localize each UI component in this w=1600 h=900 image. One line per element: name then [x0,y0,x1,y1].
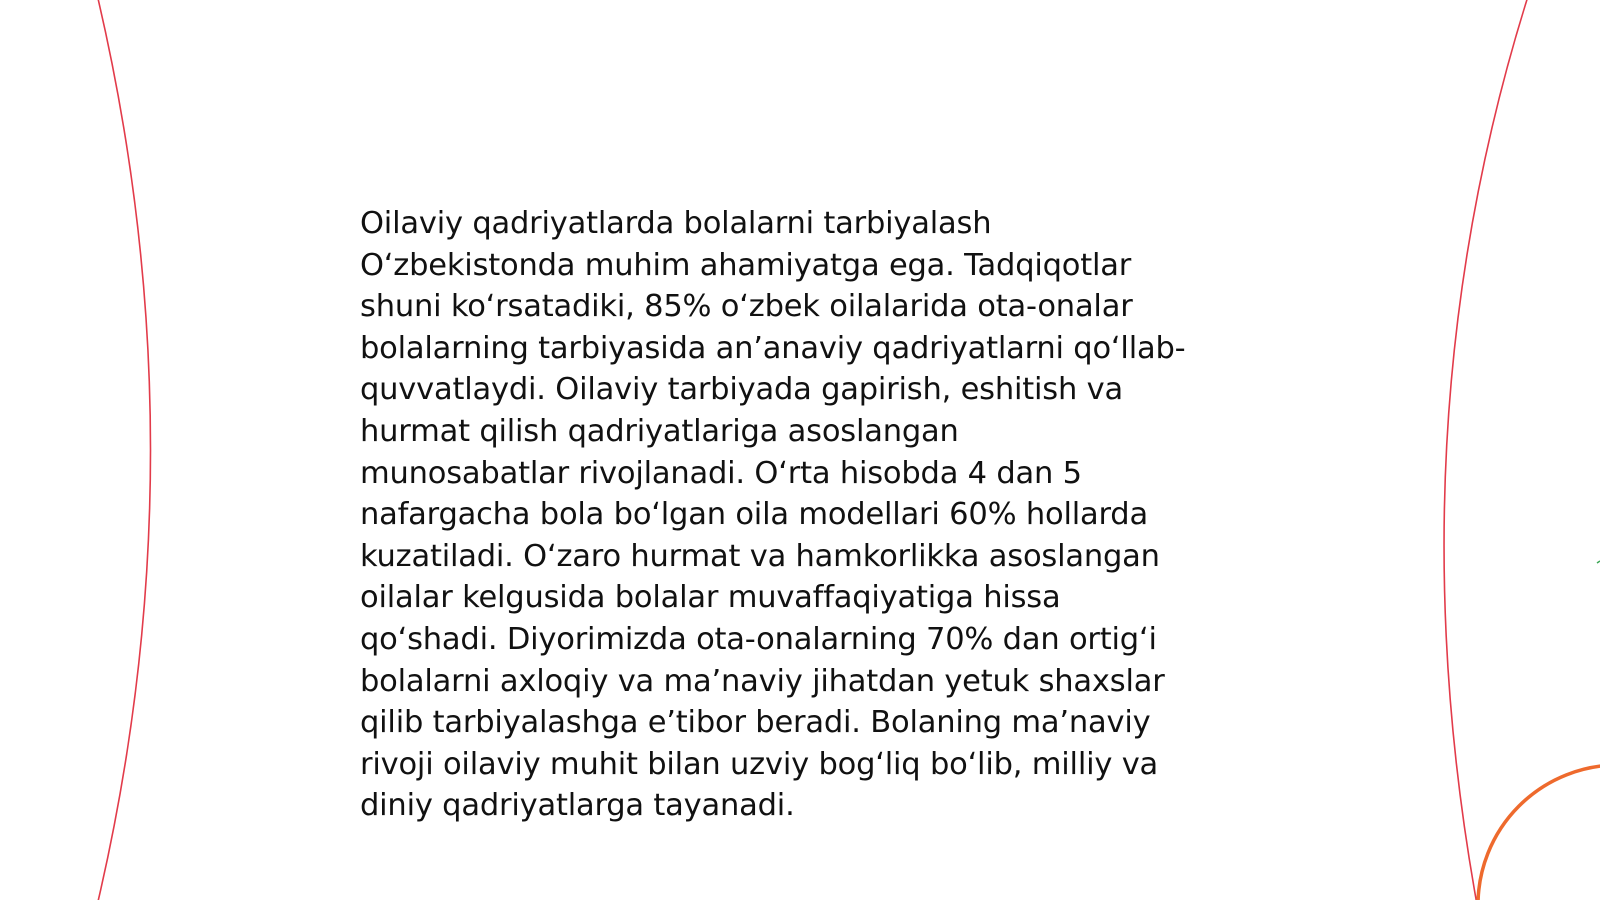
paragraph-line: kuzatiladi. O‘zaro hurmat va hamkorlikka asoslangan [360,538,1160,574]
paragraph-line: Oilaviy qadriyatlarda bolalarni tarbiyalash [360,206,992,241]
paragraph-line: hurmat qilish qadriyatlariga asoslangan [360,413,959,449]
paragraph-line: rivoji oilaviy muhit bilan uzviy bog‘liq bo‘lib, milliy va [360,746,1159,782]
orange-arc [1478,765,1600,900]
paragraph-line: bolalarning tarbiyasida an’anaviy qadriyatlarni qo‘llab- [360,330,1186,366]
paragraph-line: O‘zbekistonda muhim ahamiyatga ega. Tadqiqotlar [360,247,1132,283]
paragraph-line: quvvatlaydi. Oilaviy tarbiyada gapirish, eshitish va [360,372,1123,408]
left-curve-line [96,0,151,900]
paragraph-line: nafargacha bola bo‘lgan oila modellari 60% hollarda [360,497,1148,533]
paragraph-line: diniy qadriyatlarga tayanadi. [360,788,795,824]
paragraph-line: munosabatlar rivojlanadi. O‘rta hisobda 4 dan 5 [360,455,1082,491]
right-curve-line [1444,0,1530,900]
paragraph-line: qo‘shadi. Diyorimizda ota-onalarning 70% dan ortig‘i [360,621,1157,657]
paragraph-line: oilalar kelgusida bolalar muvaffaqiyatiga hissa [360,580,1061,616]
paragraph-line: shuni ko‘rsatadiki, 85% o‘zbek oilalarida ota-onalar [360,289,1133,325]
body-paragraph [360,203,1260,827]
paragraph-line: qilib tarbiyalashga e’tibor beradi. Bolaning ma’naviy [360,705,1151,741]
paragraph-line: bolalarni axloqiy va ma’naviy jihatdan yetuk shaxslar [360,663,1165,699]
